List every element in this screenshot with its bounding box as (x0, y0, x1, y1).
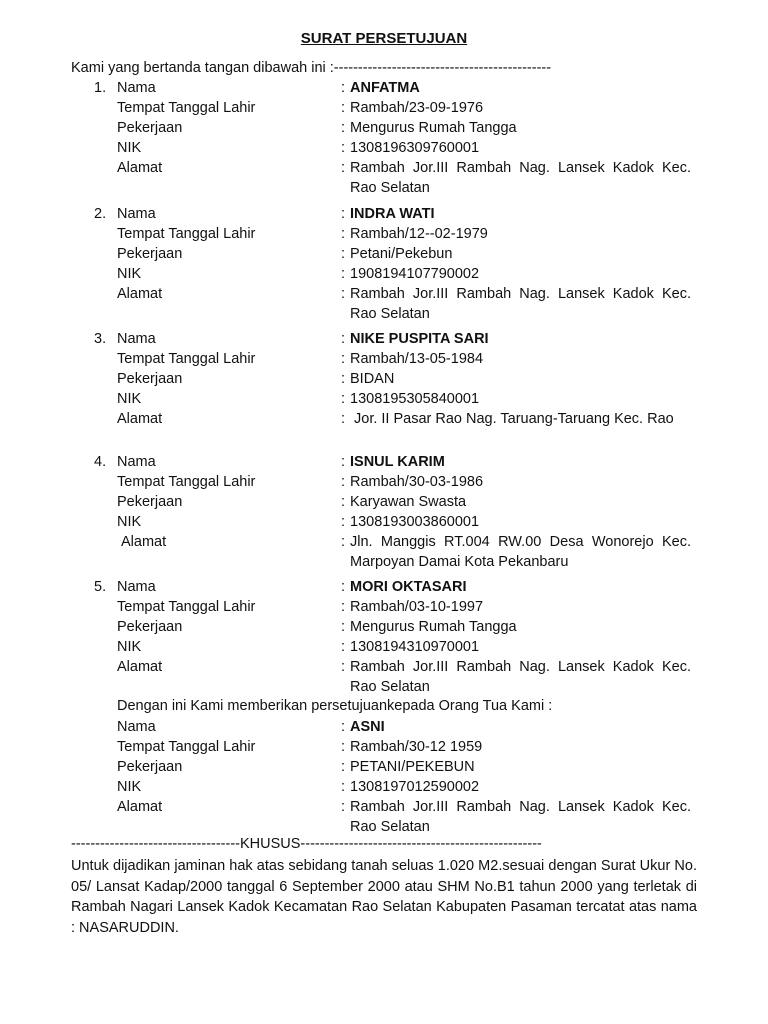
label-nik: NIK (117, 639, 142, 655)
purpose-paragraph: Untuk dijadikan jaminan hak atas sebidang tanah seluas 1.020 M2.sesuai dengan Surat Ukur No. 05/ Lansat Kadap/2000 tanggal 6 September 2000 atau SHM No.B1 tahun 2000 yang terletak di Rambah Nagari Lansek Kadok Kecamatan Rao Selatan Kabupaten Pasaman tercatat atas nama : NASARUDDIN. (71, 858, 697, 936)
label-alamat: Alamat (117, 286, 163, 302)
value-nama: ISNUL KARIM (350, 454, 445, 470)
label-alamat: Alamat (117, 659, 163, 675)
value-nama: ASNI (350, 719, 385, 735)
person-entry-5 (0, 577, 768, 695)
value-alamat: Jor. II Pasar Rao Nag. Taruang-Taruang Kec. Rao (354, 411, 674, 427)
label-alamat: Alamat (121, 534, 167, 550)
label-pekerjaan: Pekerjaan (117, 371, 183, 387)
value-ttl: Rambah/30-03-1986 (350, 474, 484, 490)
value-nama: MORI OKTASARI (350, 579, 467, 595)
colon: : (341, 411, 346, 427)
consent-statement: Dengan ini Kami memberikan persetujuankepada Orang Tua Kami : (117, 698, 553, 714)
person-entry-1 (0, 78, 768, 196)
value-alamat: Rambah Jor.III Rambah Nag. Lansek Kadok Kec. Rao Selatan (350, 799, 691, 835)
label-nama: Nama (117, 206, 156, 222)
label-pekerjaan: Pekerjaan (117, 759, 183, 775)
value-alamat: Rambah Jor.III Rambah Nag. Lansek Kadok Kec. Rao Selatan (350, 659, 691, 695)
value-pekerjaan: Petani/Pekebun (350, 246, 453, 262)
label-nik: NIK (117, 514, 142, 530)
value-pekerjaan: BIDAN (350, 371, 395, 387)
value-ttl: Rambah/12--02-1979 (350, 226, 488, 242)
colon: : (341, 120, 346, 136)
colon: : (341, 391, 346, 407)
colon: : (341, 226, 346, 242)
value-alamat: Jln. Manggis RT.004 RW.00 Desa Wonorejo Kec. Marpoyan Damai Kota Pekanbaru (350, 534, 691, 570)
person-entry-2 (0, 204, 768, 322)
value-pekerjaan: PETANI/PEKEBUN (350, 759, 475, 775)
value-pekerjaan: Karyawan Swasta (350, 494, 467, 510)
label-alamat: Alamat (117, 411, 163, 427)
label-nik: NIK (117, 391, 142, 407)
label-ttl: Tempat Tanggal Lahir (117, 474, 256, 490)
colon: : (341, 474, 346, 490)
label-pekerjaan: Pekerjaan (117, 246, 183, 262)
colon: : (341, 719, 346, 735)
label-pekerjaan: Pekerjaan (117, 120, 183, 136)
colon: : (341, 619, 346, 635)
intro-line: Kami yang bertanda tangan dibawah ini :--------------------------------------------- (71, 60, 552, 76)
label-pekerjaan: Pekerjaan (117, 494, 183, 510)
colon: : (341, 759, 346, 775)
label-ttl: Tempat Tanggal Lahir (117, 226, 256, 242)
colon: : (341, 371, 346, 387)
label-alamat: Alamat (117, 160, 163, 176)
value-nik: 1308193003860001 (350, 514, 480, 530)
label-ttl: Tempat Tanggal Lahir (117, 351, 256, 367)
label-ttl: Tempat Tanggal Lahir (117, 599, 256, 615)
colon: : (341, 246, 346, 262)
colon: : (341, 799, 346, 815)
label-nama: Nama (117, 80, 156, 96)
label-alamat: Alamat (117, 799, 163, 815)
colon: : (341, 351, 346, 367)
colon: : (341, 779, 346, 795)
value-alamat: Rambah Jor.III Rambah Nag. Lansek Kadok Kec. Rao Selatan (350, 286, 691, 322)
colon: : (341, 100, 346, 116)
khusus-divider: -----------------------------------KHUSUS-------------------------------------------------- (71, 836, 542, 852)
value-nik: 1308194310970001 (350, 639, 480, 655)
label-nik: NIK (117, 266, 142, 282)
colon: : (341, 331, 346, 347)
value-nama: NIKE PUSPITA SARI (350, 331, 489, 347)
entry-number: 1. (94, 80, 107, 96)
colon: : (341, 739, 346, 755)
value-nik: 1308195305840001 (350, 391, 480, 407)
value-nama: ANFATMA (350, 80, 420, 96)
colon: : (341, 454, 346, 470)
colon: : (341, 266, 346, 282)
parent-entry (0, 717, 768, 835)
colon: : (341, 206, 346, 222)
colon: : (341, 579, 346, 595)
label-pekerjaan: Pekerjaan (117, 619, 183, 635)
label-nama: Nama (117, 454, 156, 470)
colon: : (341, 659, 346, 675)
value-alamat: Rambah Jor.III Rambah Nag. Lansek Kadok Kec. Rao Selatan (350, 160, 691, 196)
value-pekerjaan: Mengurus Rumah Tangga (350, 120, 517, 136)
label-ttl: Tempat Tanggal Lahir (117, 100, 256, 116)
colon: : (341, 286, 346, 302)
document-title: SURAT PERSETUJUAN (300, 30, 468, 47)
person-entry-3 (0, 329, 768, 429)
colon: : (341, 80, 346, 96)
label-nik: NIK (117, 140, 142, 156)
colon: : (341, 160, 346, 176)
label-nik: NIK (117, 779, 142, 795)
colon: : (341, 599, 346, 615)
value-ttl: Rambah/23-09-1976 (350, 100, 484, 116)
entry-number: 3. (94, 331, 107, 347)
entry-number: 4. (94, 454, 107, 470)
colon: : (341, 140, 346, 156)
colon: : (341, 494, 346, 510)
colon: : (341, 534, 346, 550)
value-ttl: Rambah/13-05-1984 (350, 351, 484, 367)
value-ttl: Rambah/30-12 1959 (350, 739, 483, 755)
label-nama: Nama (117, 579, 156, 595)
value-nik: 1908194107790002 (350, 266, 480, 282)
value-nik: 1308196309760001 (350, 140, 480, 156)
colon: : (341, 639, 346, 655)
entry-number: 5. (94, 579, 107, 595)
label-ttl: Tempat Tanggal Lahir (117, 739, 256, 755)
value-nama: INDRA WATI (350, 206, 435, 222)
colon: : (341, 514, 346, 530)
label-nama: Nama (117, 719, 156, 735)
value-ttl: Rambah/03-10-1997 (350, 599, 484, 615)
label-nama: Nama (117, 331, 156, 347)
entry-number: 2. (94, 206, 107, 222)
person-entry-4 (0, 452, 768, 570)
value-pekerjaan: Mengurus Rumah Tangga (350, 619, 517, 635)
value-nik: 1308197012590002 (350, 779, 480, 795)
